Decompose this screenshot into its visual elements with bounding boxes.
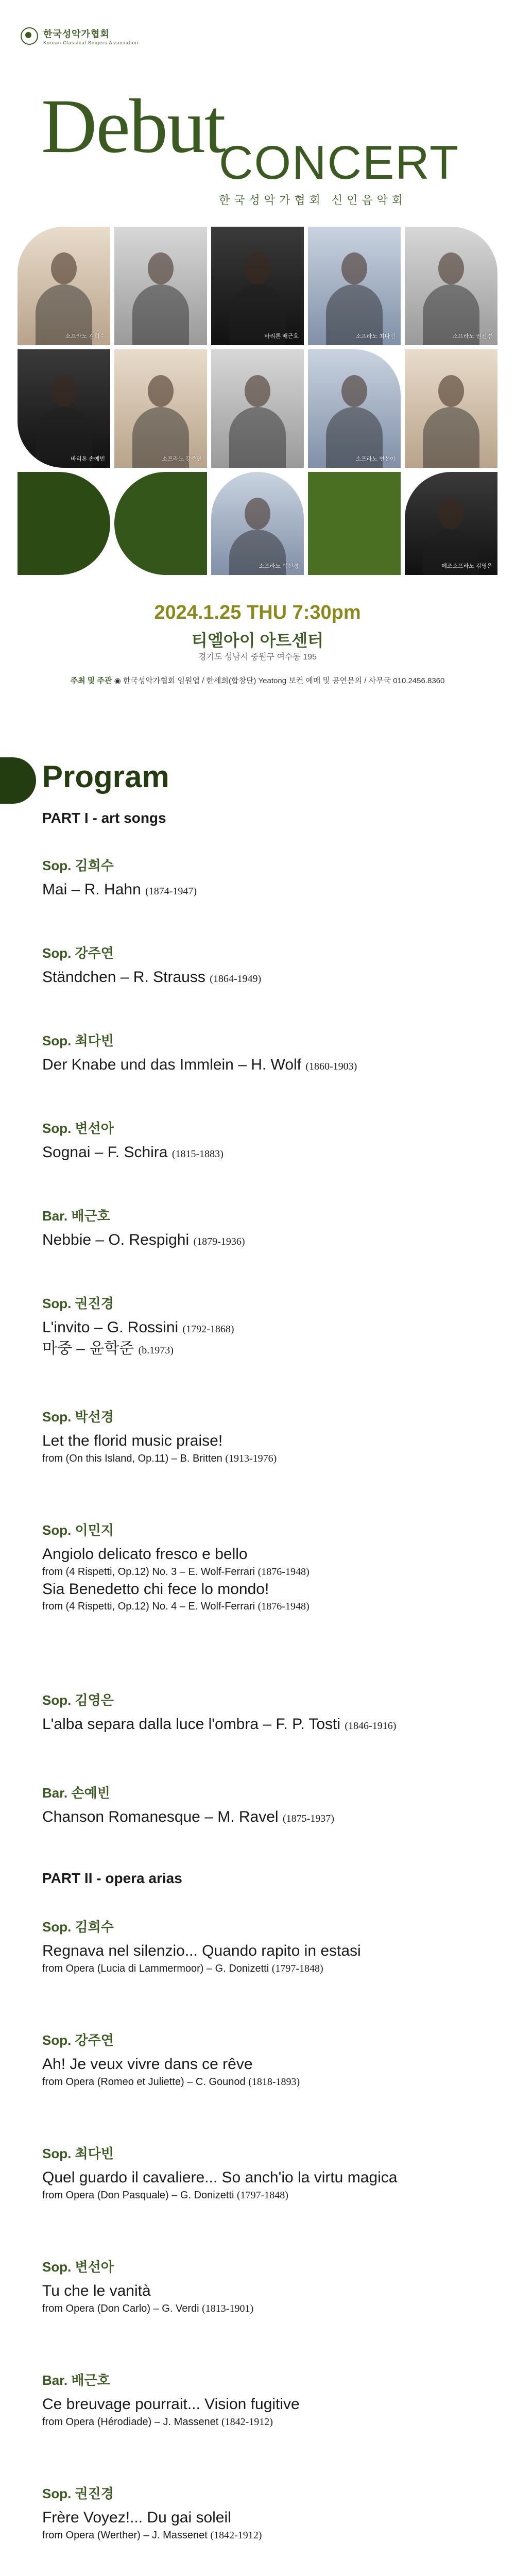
program-item bbox=[42, 2257, 495, 2316]
composer-dates: (1879-1936) bbox=[193, 1236, 245, 1247]
decorative-green-block bbox=[18, 472, 110, 575]
piece-title: from (On this Island, Op.11) – B. Britten bbox=[42, 1452, 222, 1464]
composer-dates: (1797-1848) bbox=[236, 2189, 288, 2201]
program-item bbox=[42, 2030, 495, 2089]
program-item bbox=[42, 855, 495, 901]
performer-name: Sop. 김희수 bbox=[42, 858, 114, 873]
piece-line bbox=[42, 2281, 495, 2302]
piece-line bbox=[42, 2302, 495, 2316]
program-part-heading: PART II - opera arias bbox=[42, 1870, 182, 1886]
credits-details: 임원엽 / 한세희(합창단) Yeatong 보컨 예매 및 공연문의 / 사무국 010.2456.8360 bbox=[177, 676, 445, 685]
credits-org: 한국성악가협회 bbox=[123, 676, 176, 685]
piece-title: Nebbie – O. Respighi bbox=[42, 1231, 190, 1248]
piece-line bbox=[42, 1962, 495, 1976]
program-item bbox=[42, 2143, 495, 2202]
piece-title: Chanson Romanesque – M. Ravel bbox=[42, 1808, 279, 1825]
performer-photo: 소프라노 강주연 bbox=[114, 349, 207, 468]
program-item bbox=[42, 1783, 495, 1828]
piece-title: Let the florid music praise! bbox=[42, 1432, 223, 1449]
piece-line bbox=[42, 1807, 495, 1828]
composer-dates: (1846-1916) bbox=[345, 1720, 397, 1732]
piece-line bbox=[42, 1230, 495, 1251]
event-credits bbox=[0, 675, 515, 686]
piece-line bbox=[42, 1941, 495, 1962]
performer-photo: 소프라노 변선아 bbox=[308, 349, 401, 468]
program-item bbox=[42, 1293, 495, 1359]
composer-dates: (1860-1903) bbox=[305, 1061, 357, 1072]
piece-title: Ce breuvage pourrait... Vision fugitive bbox=[42, 2396, 300, 2413]
piece-line bbox=[42, 1055, 495, 1076]
title-debut: Debut bbox=[41, 83, 225, 169]
composer-dates: (1876-1948) bbox=[258, 1601, 310, 1612]
composer-dates: (1875-1937) bbox=[282, 1813, 334, 1824]
event-date: 2024.1.25 THU 7:30pm bbox=[154, 602, 361, 623]
performer-name: Sop. 김희수 bbox=[42, 1919, 114, 1935]
performer-photo bbox=[405, 349, 497, 468]
piece-title: Tu che le vanità bbox=[42, 2282, 151, 2299]
piece-line bbox=[42, 967, 495, 988]
performer-photo: 바리톤 배근호 bbox=[211, 227, 304, 345]
composer-dates: (1813-1901) bbox=[202, 2302, 254, 2314]
composer-dates: (1842-1912) bbox=[221, 2416, 273, 2428]
title-concert: CONCERT bbox=[219, 137, 460, 189]
event-venue: 티엘아이 아트센터 bbox=[191, 631, 324, 650]
performer-photo: 소프라노 최다빈 bbox=[308, 227, 401, 345]
logo-english: Korean Classical Singers Association bbox=[43, 40, 139, 45]
piece-title: Ah! Je veux vivre dans ce rêve bbox=[42, 2056, 253, 2073]
performer-photo: 소프라노 박선경 bbox=[211, 472, 304, 575]
logo-korean: 한국성악가협회 bbox=[43, 29, 110, 39]
program-item bbox=[42, 1520, 495, 1614]
performer-name: Sop. 이민지 bbox=[42, 1522, 114, 1538]
piece-title: from (4 Rispetti, Op.12) No. 4 – E. Wolf-Ferrari bbox=[42, 1601, 255, 1612]
piece-line bbox=[42, 1142, 495, 1163]
performer-photo: 소프라노 권진경 bbox=[405, 227, 497, 345]
piece-line bbox=[42, 2507, 495, 2529]
piece-title: Sognai – F. Schira bbox=[42, 1144, 168, 1161]
program-item bbox=[42, 2370, 495, 2429]
performer-photo bbox=[114, 227, 207, 345]
piece-line bbox=[42, 2394, 495, 2415]
performer-name: Sop. 변선아 bbox=[42, 2259, 114, 2275]
composer-dates: (1864-1949) bbox=[210, 973, 262, 985]
piece-line bbox=[42, 1452, 495, 1466]
composer-dates: (1842-1912) bbox=[210, 2529, 262, 2541]
composer-dates: (b.1973) bbox=[138, 1344, 174, 1356]
piece-line bbox=[42, 2075, 495, 2089]
performer-name: Bar. 배근호 bbox=[42, 1208, 110, 1224]
performer-photo: 메조소프라노 김영은 bbox=[405, 472, 497, 575]
credits-label: 주최 및 주관 bbox=[70, 676, 112, 685]
piece-line bbox=[42, 1544, 495, 1565]
performer-name: Sop. 강주연 bbox=[42, 945, 114, 961]
piece-title: Frère Voyez!... Du gai soleil bbox=[42, 2509, 231, 2526]
piece-line bbox=[42, 1317, 495, 1338]
piece-title: from Opera (Hérodiade) – J. Massenet bbox=[42, 2416, 219, 2428]
program-item bbox=[42, 943, 495, 988]
program-item bbox=[42, 1206, 495, 1251]
performer-name: Sop. 권진경 bbox=[42, 2486, 114, 2501]
composer-dates: (1818-1893) bbox=[248, 2076, 300, 2088]
composer-dates: (1815-1883) bbox=[171, 1148, 224, 1160]
piece-title: Sia Benedetto chi fece lo mondo! bbox=[42, 1580, 269, 1598]
piece-title: from Opera (Romeo et Juliette) – C. Gounod bbox=[42, 2076, 246, 2088]
program-item bbox=[42, 1917, 495, 1976]
performer-photo-grid bbox=[18, 227, 497, 587]
performer-name: Bar. 손예빈 bbox=[42, 1785, 110, 1801]
performer-name: Sop. 최다빈 bbox=[42, 2146, 114, 2161]
composer-dates: (1792-1868) bbox=[182, 1324, 234, 1335]
performer-name: Sop. 최다빈 bbox=[42, 1033, 114, 1048]
piece-line bbox=[42, 1579, 495, 1600]
piece-title: Der Knabe und das Immlein – H. Wolf bbox=[42, 1056, 302, 1073]
piece-line bbox=[42, 1431, 495, 1452]
performer-photo: 바리톤 손예빈 bbox=[18, 349, 110, 468]
program-item bbox=[42, 1030, 495, 1076]
association-emblem-icon bbox=[21, 27, 38, 45]
piece-title: Quel guardo il cavaliere... So anch'io la virtu magica bbox=[42, 2169, 398, 2186]
piece-line bbox=[42, 879, 495, 901]
piece-title: Angiolo delicato fresco e bello bbox=[42, 1546, 248, 1563]
title-subtitle: 한국성악가협회 신인음악회 bbox=[219, 194, 407, 207]
composer-dates: (1913-1976) bbox=[225, 1452, 277, 1464]
composer-dates: (1797-1848) bbox=[271, 1962, 323, 1974]
program-item bbox=[42, 1406, 495, 1466]
program-item bbox=[42, 1690, 495, 1735]
piece-title: from Opera (Lucia di Lammermoor) – G. Donizetti bbox=[42, 1962, 269, 1974]
piece-title: L'alba separa dalla luce l'ombra – F. P. Tosti bbox=[42, 1716, 341, 1733]
performer-name: Sop. 강주연 bbox=[42, 2032, 114, 2048]
program-title: Program bbox=[42, 759, 169, 794]
piece-title: Mai – R. Hahn bbox=[42, 881, 141, 898]
composer-dates: (1876-1948) bbox=[258, 1566, 310, 1578]
performer-photo bbox=[211, 349, 304, 468]
performer-photo: 소프라노 김희수 bbox=[18, 227, 110, 345]
piece-title: 마중 – 윤학준 bbox=[42, 1340, 134, 1357]
header-logo bbox=[21, 27, 139, 45]
performer-name: Sop. 김영은 bbox=[42, 1692, 114, 1708]
performer-name: Sop. 변선아 bbox=[42, 1121, 114, 1136]
piece-title: from Opera (Don Pasquale) – G. Donizetti bbox=[42, 2189, 234, 2201]
piece-title: Regnava nel silenzio... Quando rapito in estasi bbox=[42, 1942, 361, 1959]
event-address: 경기도 성남시 중원구 여수동 195 bbox=[198, 653, 317, 662]
program-item bbox=[42, 1118, 495, 1163]
piece-line bbox=[42, 1565, 495, 1579]
piece-line bbox=[42, 2415, 495, 2429]
piece-line bbox=[42, 2189, 495, 2202]
piece-line bbox=[42, 1714, 495, 1735]
credits-emblem-icon: ◉ bbox=[114, 676, 123, 685]
program-accent-block bbox=[0, 757, 36, 804]
piece-title: Ständchen – R. Strauss bbox=[42, 969, 205, 986]
composer-dates: (1874-1947) bbox=[145, 886, 197, 897]
performer-name: Sop. 권진경 bbox=[42, 1296, 114, 1311]
performer-name: Bar. 배근호 bbox=[42, 2372, 110, 2388]
piece-title: from Opera (Werther) – J. Massenet bbox=[42, 2529, 208, 2541]
performer-name: Sop. 박선경 bbox=[42, 1409, 114, 1425]
piece-line bbox=[42, 2529, 495, 2543]
program-item bbox=[42, 2483, 495, 2543]
decorative-green-block bbox=[308, 472, 401, 575]
program-part-heading: PART I - art songs bbox=[42, 810, 166, 826]
decorative-green-block bbox=[114, 472, 207, 575]
piece-title: from Opera (Don Carlo) – G. Verdi bbox=[42, 2302, 199, 2314]
piece-line bbox=[42, 2054, 495, 2075]
piece-line bbox=[42, 1600, 495, 1614]
piece-title: from (4 Rispetti, Op.12) No. 3 – E. Wolf-Ferrari bbox=[42, 1566, 255, 1578]
piece-title: L'invito – G. Rossini bbox=[42, 1319, 179, 1336]
piece-line bbox=[42, 2167, 495, 2189]
piece-line bbox=[42, 1338, 495, 1360]
